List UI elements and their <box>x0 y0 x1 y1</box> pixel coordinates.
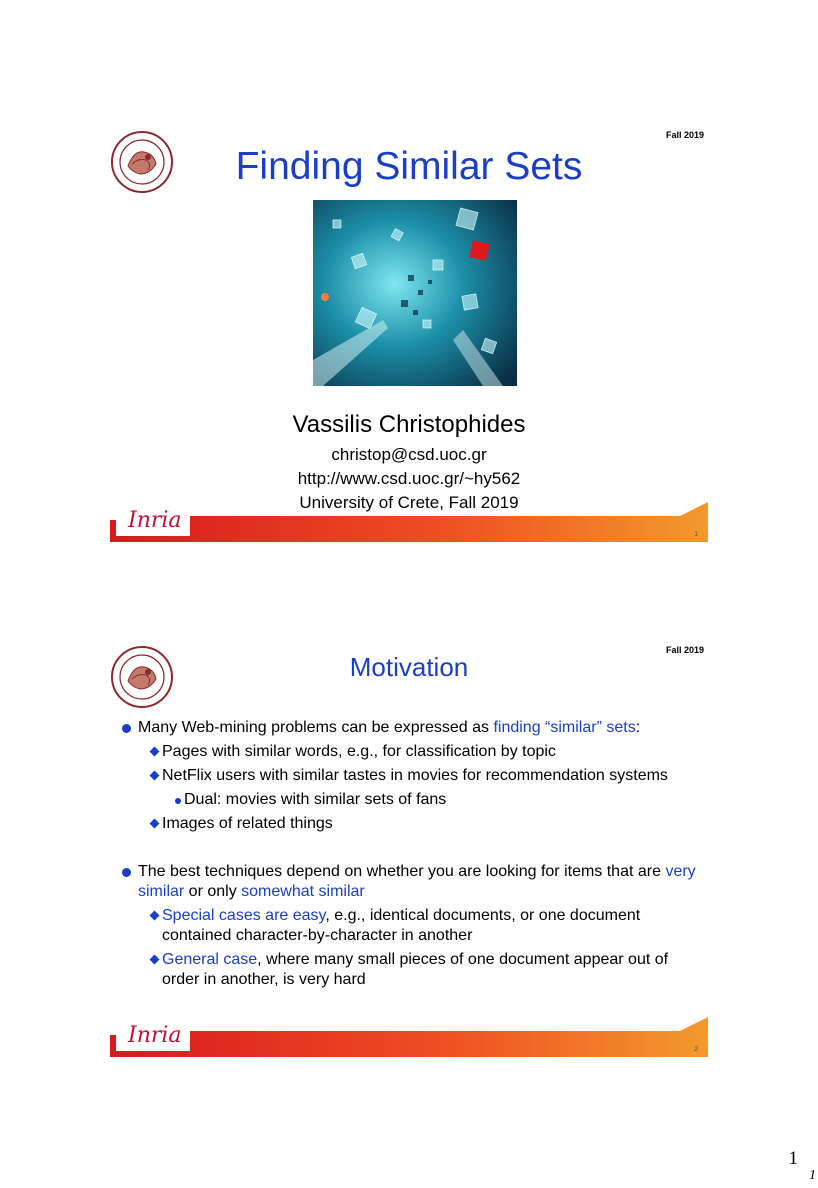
sub-bullet-highlight: Special cases are easy <box>162 907 326 924</box>
diamond-bullet-icon <box>150 819 160 829</box>
small-dot-icon <box>175 798 181 804</box>
bullet-list <box>110 718 708 994</box>
bullet-dot-icon <box>122 868 131 877</box>
affiliation: University of Crete, Fall 2019 <box>299 493 519 512</box>
sub-bullet-highlight: General case <box>162 951 258 968</box>
slide-footer <box>110 502 708 542</box>
sub-bullet-item <box>110 906 708 946</box>
sub-bullet-text: , e.g., identical documents, or one document contained character-by-character in another <box>162 907 641 944</box>
footer-banner <box>110 502 708 542</box>
bullet-item <box>110 862 708 902</box>
bullet-text: or only <box>184 883 242 900</box>
sub-bullet-item <box>110 742 708 762</box>
author-email: christop@csd.uoc.gr <box>331 445 487 464</box>
slide-1 <box>110 125 708 545</box>
diamond-bullet-icon <box>150 955 160 965</box>
slide-2 <box>110 640 708 1060</box>
slide-footer <box>110 1017 708 1057</box>
bullet-text: : <box>635 719 641 736</box>
sub-bullet-text: Pages with similar words, e.g., for classification by topic <box>162 743 556 760</box>
semester-label: Fall 2019 <box>665 645 704 655</box>
sub-bullet-item <box>110 950 708 990</box>
semester-label: Fall 2019 <box>665 130 704 140</box>
slide-page-number: 1 <box>694 531 698 538</box>
page-number: 1 <box>788 1148 798 1169</box>
sub-sub-bullet-item <box>110 790 708 810</box>
bullet-text: Many Web-mining problems can be expressed as <box>138 719 494 736</box>
diamond-bullet-icon <box>150 911 160 921</box>
bullet-highlight: somewhat similar <box>241 883 365 900</box>
page-number-italic: 1 <box>809 1168 816 1183</box>
sub-bullet-text: , where many small pieces of one document appear out of order in another, is very hard <box>162 951 669 988</box>
bullet-highlight: very similar <box>138 863 696 900</box>
slide-page-number: 2 <box>694 1046 698 1053</box>
cover-image <box>313 200 517 386</box>
slide-title: Finding Similar Sets <box>235 145 583 188</box>
bullet-highlight: finding “similar” sets <box>493 719 636 736</box>
diamond-bullet-icon <box>150 747 160 757</box>
footer-banner <box>110 1017 708 1057</box>
bullet-item <box>110 718 708 738</box>
sub-sub-bullet-text: Dual: movies with similar sets of fans <box>184 791 447 808</box>
bullet-text: The best techniques depend on whether you are looking for items that are <box>138 863 666 880</box>
inria-logo: Inria <box>128 1023 182 1048</box>
bullet-dot-icon <box>122 724 131 733</box>
sub-bullet-text: NetFlix users with similar tastes in movies for recommendation systems <box>162 767 668 784</box>
diamond-bullet-icon <box>150 771 160 781</box>
author-name: Vassilis Christophides <box>292 411 526 438</box>
slide-title: Motivation <box>349 652 469 682</box>
course-url: http://www.csd.uoc.gr/~hy562 <box>297 469 521 488</box>
inria-logo: Inria <box>128 508 182 533</box>
sub-bullet-item <box>110 766 708 786</box>
sub-bullet-item <box>110 814 708 834</box>
sub-bullet-text: Images of related things <box>162 815 333 832</box>
